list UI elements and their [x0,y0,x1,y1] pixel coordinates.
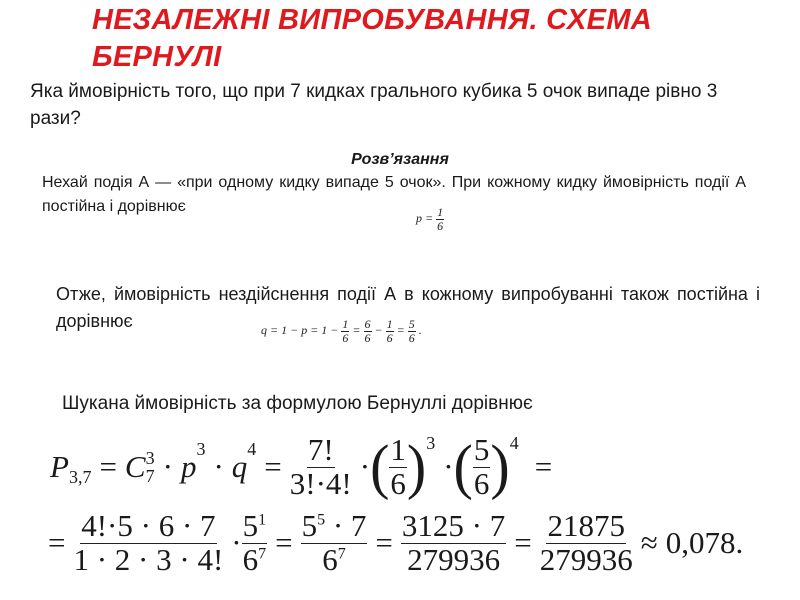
expanded-num: 4!·5 · 6 · 7 [81,507,216,543]
power-den: $6^7$ [242,541,267,577]
p-symbol-big: p [180,449,197,484]
bernoulli-formula-line-1 [50,432,552,502]
q-frac-1 [341,318,349,344]
equals-2: = [264,449,282,484]
q-eq3: = [352,322,361,337]
q-frac-2-num: 6 [364,317,371,331]
p-power: 3 [196,438,206,459]
equals-6: = [375,525,393,560]
one-sixth-num: 1 [390,431,406,467]
mul-2: · [213,449,224,484]
q-symbol: q [261,322,267,337]
final-fraction [539,507,633,577]
right-paren-2: ) [490,432,510,501]
prob-symbol: P [50,449,69,484]
factorial-num: 7! [307,431,334,467]
prob-subscript: 3,7 [68,466,92,487]
approx-sign: ≈ [640,525,658,560]
final-result: 0,078. [665,525,744,560]
solution-text: Нехай подія А — «при одному кидку випаде 5 очок». При кожному кидку ймовірність події А постійна і дорівнює [42,174,746,215]
p-equals: = [425,210,434,225]
combination-symbol: C [124,449,146,484]
q-frac-4-num: 5 [408,317,415,331]
final-den: 279936 [539,541,633,577]
mul-4: · [443,449,454,484]
mul-3: · [359,449,371,484]
five-sixths-num: 5 [473,431,490,467]
mul-1: · [162,449,173,484]
numeric-den: 279936 [407,541,501,577]
q-eq1: = 1 − [270,322,299,337]
equals-5: = [275,525,293,560]
combined-num: $5^5 \cdot 7$ [301,507,367,543]
q-frac-3 [386,318,394,344]
right-paren-1: ) [406,432,427,501]
q-p-symbol: p [301,322,308,337]
equals-4: = [48,525,66,560]
numeric-num: 3125 · 7 [401,507,506,543]
q-frac-1-den: 6 [342,330,349,345]
p-formula [416,206,444,232]
q-formula [261,318,422,344]
combined-fraction [301,507,368,577]
final-num: 21875 [547,507,625,543]
p-fraction [436,206,444,232]
left-paren-1: ( [370,432,390,501]
equals-3: = [534,449,553,484]
factorial-den: 3!·4! [289,465,352,501]
problem-statement: Яка ймовірність того, що при 7 кидках грального кубика 5 очок випаде рівно 3 рази? [30,81,718,129]
q-frac-2 [364,318,372,344]
bernoulli-text: Шукана ймовірність за формулою Бернуллі дорівнює [62,393,533,414]
p-denominator: 6 [437,218,444,233]
p-symbol: p [416,210,422,225]
equals-1: = [99,449,117,484]
numeric-fraction [401,507,506,577]
slide-title: НЕЗАЛЕЖНІ ВИПРОБУВАННЯ. СХЕМА БЕРНУЛІ [92,4,653,73]
five-sixths-den: 6 [473,465,490,501]
q-frac-4 [408,318,416,344]
one-sixth-den: 6 [390,465,406,501]
power-fraction [242,507,268,577]
equals-7: = [514,525,532,560]
one-sixth-fraction [389,431,407,501]
mul-5: · [231,525,242,560]
q-frac-1-num: 1 [342,317,349,331]
q-frac-3-den: 6 [386,330,393,345]
p-numerator: 1 [437,205,444,219]
q-minus: − [374,322,383,337]
power-num: $5^1$ [242,507,267,543]
q-frac-2-den: 6 [364,330,371,345]
q-eq2: = 1 − [310,322,339,337]
q-eq4: = [396,322,405,337]
left-paren-2: ( [453,432,473,501]
q-symbol-big: q [231,449,248,484]
q-frac-4-den: 6 [408,330,415,345]
q-frac-3-num: 1 [386,317,393,331]
bernoulli-formula-line-2 [48,508,743,578]
five-sixths-fraction [473,431,491,501]
combination-sup: 3 [145,448,155,468]
expanded-den: 1 · 2 · 3 · 4! [73,541,224,577]
q-power: 4 [247,438,257,459]
solution-heading: Розв’язання [351,151,449,168]
combination-sub: 7 [145,466,155,486]
one-sixth-power: 3 [426,432,436,453]
conclusion-text: Отже, ймовірність нездійснення події А в кожному випробуванні також постійна і дорівнює [56,284,760,331]
factorial-fraction [289,431,352,501]
combined-den: $6^7$ [322,541,346,577]
expanded-fraction [73,507,224,577]
five-sixths-power: 4 [509,432,519,453]
q-dot: . [418,322,422,337]
